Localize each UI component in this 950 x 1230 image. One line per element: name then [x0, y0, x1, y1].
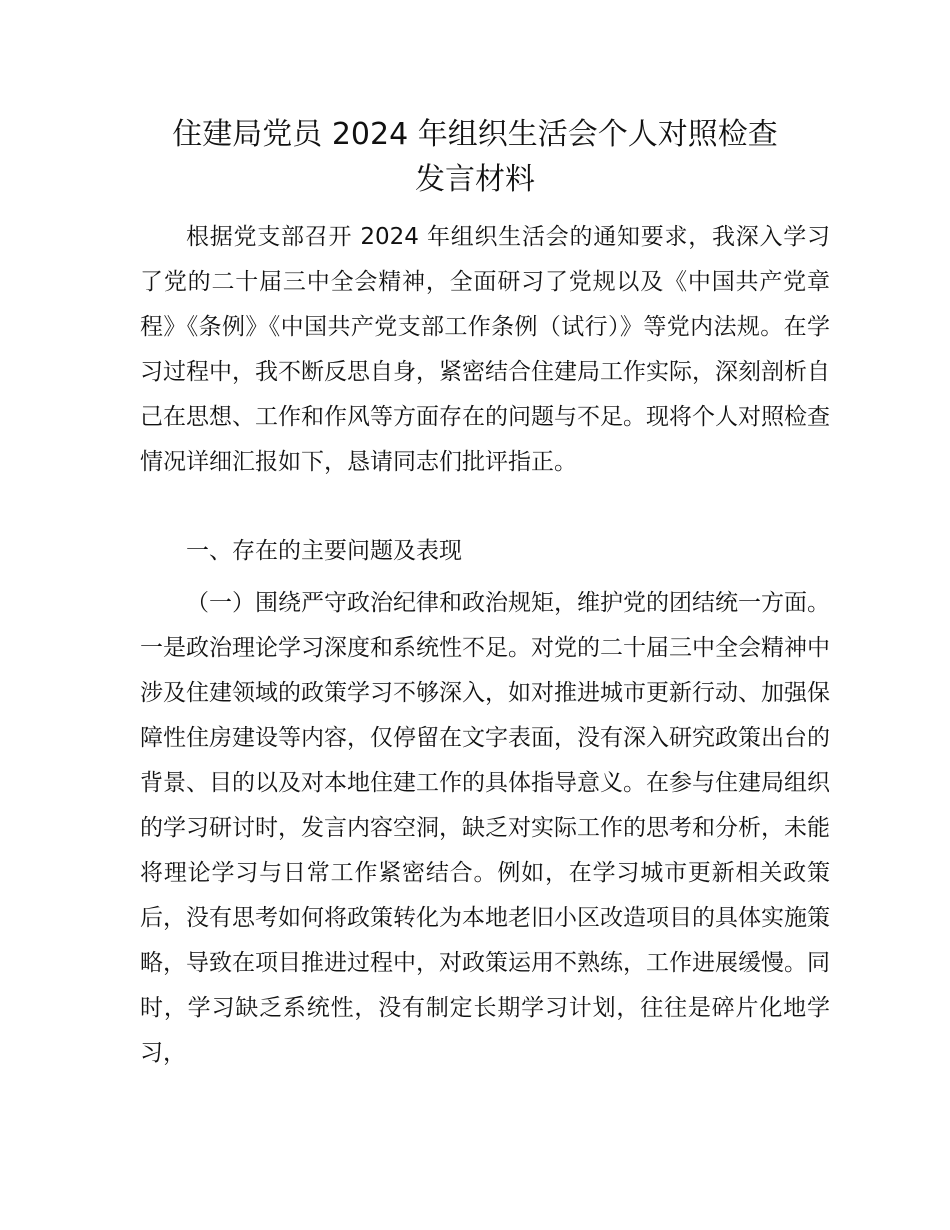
document-title-line-1: 住建局党员 2024 年组织生活会个人对照检查	[172, 117, 778, 152]
document-title-line-2: 发言材料	[415, 162, 535, 197]
section-heading: 一、存在的主要问题及表现	[186, 538, 462, 564]
intro-paragraph: 根据党支部召开 2024 年组织生活会的通知要求，我深入学习了党的二十届三中全会精神，全面研习了党规以及《中国共产党章程》《条例》《中国共产党支部工作条例（试行）》等党内法规。在学习过程中，我不断反思自身，紧密结合住建局工作实际，深刻剖析自己在思想、工作和作风等方面存在的问题与不足。现将个人对照检查情况详细汇报如下，恳请同志们批评指正。	[140, 224, 830, 475]
section-paragraph: （一）围绕严守政治纪律和政治规矩，维护党的团结统一方面。一是政治理论学习深度和系统性不足。对党的二十届三中全会精神中涉及住建领域的政策学习不够深入，如对推进城市更新行动、加强保障性住房建设等内容，仅停留在文字表面，没有深入研究政策出台的背景、目的以及对本地住建工作的具体指导意义。在参与住建局组织的学习研讨时，发言内容空洞，缺乏对实际工作的思考和分析，未能将理论学习与日常工作紧密结合。例如，在学习城市更新相关政策后，没有思考如何将政策转化为本地老旧小区改造项目的具体实施策略，导致在项目推进过程中，对政策运用不熟练，工作进展缓慢。同时，学习缺乏系统性，没有制定长期学习计划，往往是碎片化地学习，	[140, 590, 830, 1066]
